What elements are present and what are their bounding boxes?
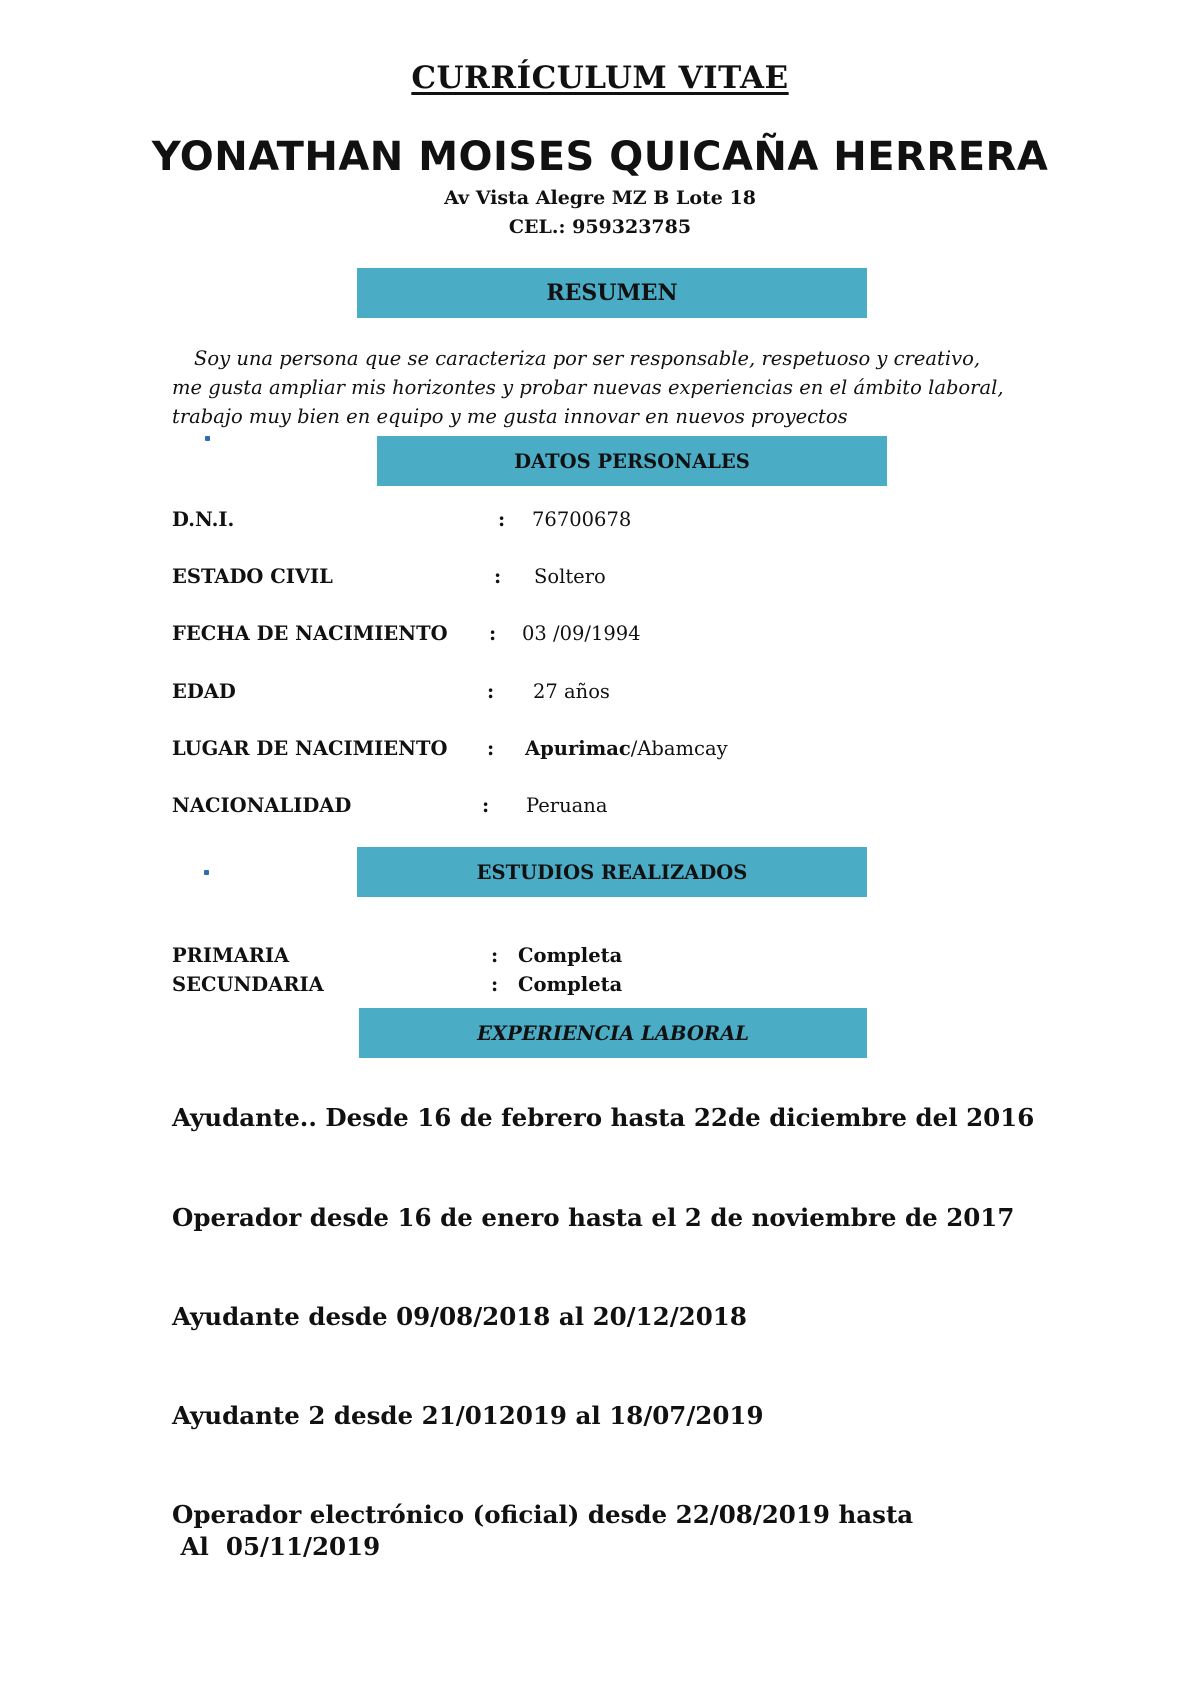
- experience-item-continuation: Al 05/11/2019: [172, 1532, 381, 1561]
- summary-line: me gusta ampliar mis horizontes y probar nuevas experiencias en el ámbito laboral,: [172, 376, 1004, 399]
- field-label-edad: EDAD: [172, 680, 236, 703]
- field-colon: :: [482, 794, 490, 817]
- experience-item: Ayudante desde 09/08/2018 al 20/12/2018: [172, 1302, 747, 1331]
- section-header-datos-personales: DATOS PERSONALES: [377, 436, 887, 486]
- field-label-lugar-nacimiento: LUGAR DE NACIMIENTO: [172, 737, 448, 760]
- field-value-edad: 27 años: [533, 680, 610, 703]
- study-label-primaria: PRIMARIA: [172, 944, 290, 967]
- field-value-dni: 76700678: [532, 508, 632, 531]
- field-value-part: Apurimac: [525, 737, 631, 760]
- experience-item: Ayudante.. Desde 16 de febrero hasta 22de diciembre del 2016: [172, 1103, 1035, 1132]
- field-label-estado-civil: ESTADO CIVIL: [172, 565, 333, 588]
- field-value-lugar-nacimiento: [525, 737, 728, 760]
- bullet-icon: [205, 436, 210, 441]
- experience-item: Operador electrónico (oficial) desde 22/08/2019 hasta: [172, 1500, 914, 1529]
- summary-line: trabajo muy bien en equipo y me gusta innovar en nuevos proyectos: [172, 405, 848, 428]
- bullet-icon: [204, 870, 209, 875]
- experience-item: Ayudante 2 desde 21/012019 al 18/07/2019: [172, 1401, 764, 1430]
- field-colon: :: [487, 737, 495, 760]
- study-value-secundaria: Completa: [518, 973, 623, 996]
- study-label-secundaria: SECUNDARIA: [172, 973, 324, 996]
- field-colon: :: [498, 508, 506, 531]
- field-value-estado-civil: Soltero: [534, 565, 606, 588]
- field-value-part: /Abamcay: [630, 737, 728, 760]
- address-text: Av Vista Alegre MZ B Lote 18: [444, 187, 756, 209]
- field-label-dni: D.N.I.: [172, 508, 235, 531]
- document-title: CURRÍCULUM VITAE: [411, 60, 789, 96]
- section-header-resumen: RESUMEN: [357, 268, 867, 318]
- section-header-experiencia: EXPERIENCIA LABORAL: [359, 1008, 867, 1058]
- field-value-nacionalidad: Peruana: [526, 794, 608, 817]
- experience-item: Operador desde 16 de enero hasta el 2 de noviembre de 2017: [172, 1203, 1015, 1232]
- summary-line: Soy una persona que se caracteriza por ser responsable, respetuoso y creativo,: [194, 347, 981, 370]
- section-header-estudios: ESTUDIOS REALIZADOS: [357, 847, 867, 897]
- field-colon: :: [487, 680, 495, 703]
- phone-text: CEL.: 959323785: [508, 216, 692, 238]
- field-label-nacionalidad: NACIONALIDAD: [172, 794, 352, 817]
- field-colon: :: [491, 973, 499, 996]
- field-colon: :: [491, 944, 499, 967]
- summary-paragraph: [172, 344, 1042, 431]
- field-colon: :: [489, 622, 497, 645]
- candidate-name: YONATHAN MOISES QUICAÑA HERRERA: [151, 134, 1049, 180]
- field-colon: :: [494, 565, 502, 588]
- field-value-fecha-nacimiento: 03 /09/1994: [522, 622, 641, 645]
- study-value-primaria: Completa: [518, 944, 623, 967]
- field-label-fecha-nacimiento: FECHA DE NACIMIENTO: [172, 622, 448, 645]
